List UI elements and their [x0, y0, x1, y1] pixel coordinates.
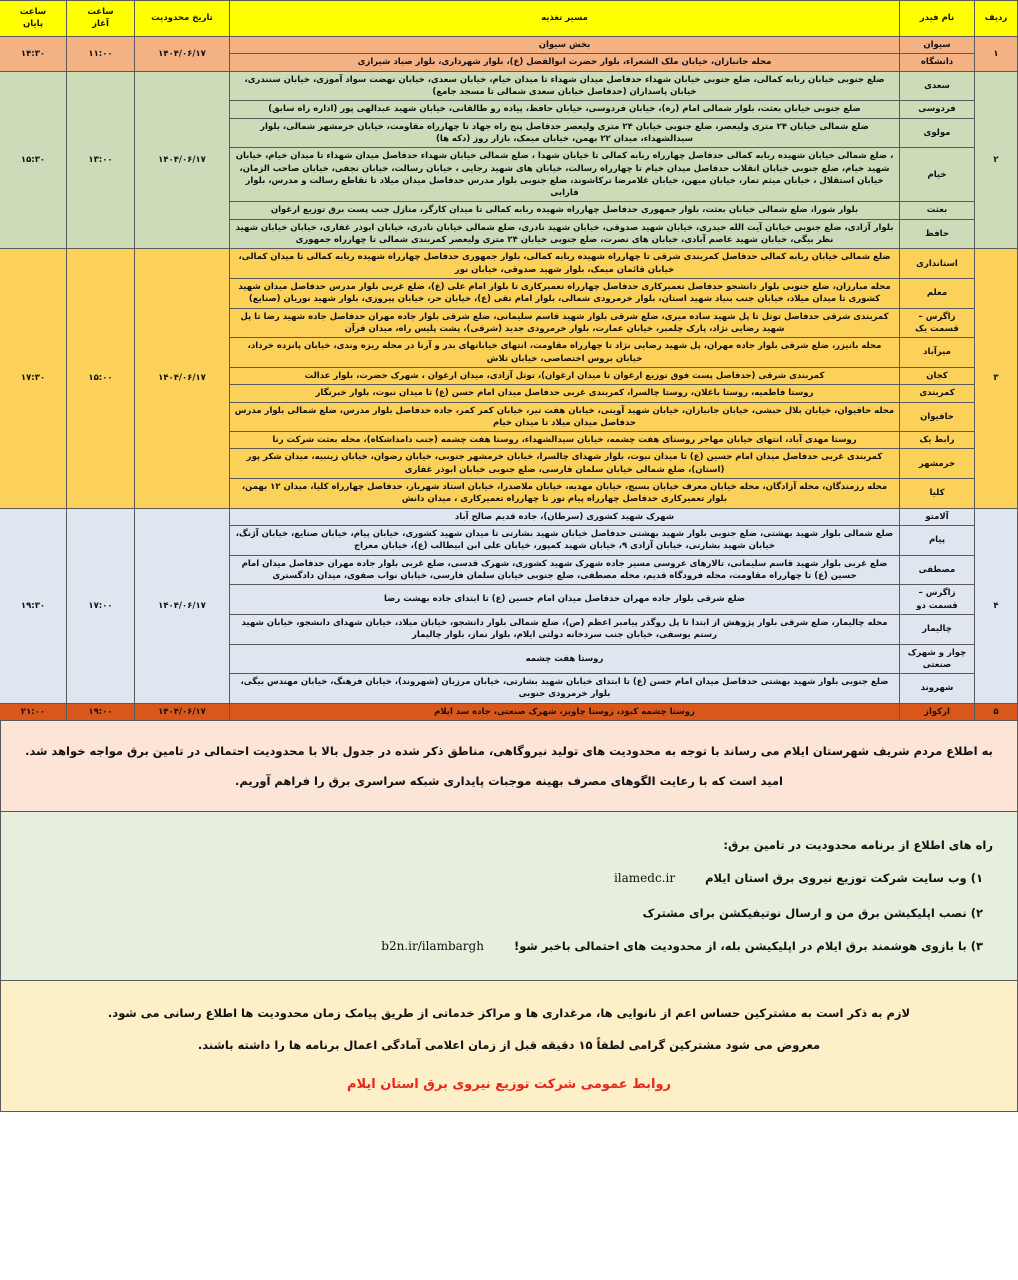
header-row [0, 1, 1018, 37]
column-header-route: مسیر تغذیه [230, 1, 900, 37]
start-time-cell: ۱۷:۰۰ [67, 508, 135, 703]
start-time-cell: ۱۱:۰۰ [67, 37, 135, 72]
info-channel-bale-bot [25, 934, 993, 959]
feeding-route-cell: روستا هفت چشمه [230, 644, 900, 674]
restriction-date-cell: ۱۴۰۴/۰۶/۱۷ [135, 703, 230, 720]
column-header-end-time [0, 1, 67, 37]
feeding-route-cell: محله بانیزر، ضلع شرقی بلوار جاده مهران، پل شهید رضایی نژاد تا چهارراه مقاومت، انتهای خیابانهای بدر و آرنا در محله ریزه وندی، خیابان پانزده خرداد، خیابان بروس اختصاصی، خیابان تلاش [230, 338, 900, 368]
feeding-route-cell: کمربندی شرقی (حدفاصل پست فوق توزیع ارغوان تا میدان ارغوان)، توتل آزادی، میدان ارغوان ، شهرک حضرت، بلوار عدالت [230, 367, 900, 384]
info-channel-app: ۲) نصب اپلیکیشن برق من و ارسال نوتیفیکشن برای مشترک [642, 905, 983, 920]
feeder-name-cell: بعثت [900, 202, 975, 219]
restriction-date-cell: ۱۴۰۴/۰۶/۱۷ [135, 71, 230, 249]
feeder-name-cell: کجان [900, 367, 975, 384]
public-relations-signature: روابط عمومی شرکت توزیع نیروی برق استان ایلام [346, 1077, 672, 1093]
feeding-route-cell: روستا فاطمیه، روستا باغلان، روستا چالسرا، کمربندی غربی حدفاصل میدان امام حسن (ع) تا میدان نبوت، بلوار خبرنگار [230, 385, 900, 402]
restriction-date-cell: ۱۴۰۴/۰۶/۱۷ [135, 249, 230, 508]
feeding-route-cell: محله جانبازان، خیابان ملک الشعراء، بلوار حضرت ابوالفضل (ع)، بلوار شهرداری، بلوار صیاد شیرازی [230, 54, 900, 71]
feeding-route-cell: کمربندی غربی حدفاصل میدان امام حسین (ع) تا میدان نبوت، بلوار شهدای چالسرا، خیابان خرمشهر جنوبی، خیابان رضوان، خیابان زینبیه، میدان شکر پور (استان)، ضلع شمالی خیابان سلمان فارسی، ضلع جنوبی خیابان ابوذر غفاری [230, 449, 900, 479]
table-row [0, 71, 1018, 101]
start-time-cell: ۱۳:۰۰ [67, 71, 135, 249]
feeder-name-cell: دانشگاه [900, 54, 975, 71]
end-time-cell: ۱۷:۳۰ [0, 249, 67, 508]
table-row [0, 37, 1018, 54]
row-number-cell: ۲ [975, 71, 1018, 249]
end-time-cell: ۱۴:۳۰ [0, 37, 67, 72]
end-time-cell: ۲۱:۰۰ [0, 703, 67, 720]
feeding-route-cell: ضلع شمالی خیابان ۲۴ متری ولیعصر، ضلع جنوبی خیابان ۲۴ متری ولیعصر حدفاصل پنج راه جهاد تا چهارراه مقاومت، خیابان خرمشهر شمالی، بلوار سیدالشهداء، میدان ۲۲ بهمن، خیابان میمک، بازار روز (دکه ها) [230, 118, 900, 148]
feeder-name-cell: ارکواز [900, 703, 975, 720]
feeding-route-cell: بلوار آزادی، ضلع جنوبی خیابان آیت الله حیدری، خیابان شهید صدوقی، خیابان شهید نادری، ضلع شمالی خیابان نادری، خیابان ابوذر غفاری، خیابان خیابان شهید نظر بیگی، خیابان شهید عاصم آبادی، خیابان های نصرت، ضلع جنوبی خیابان ۲۴ متری ولیعصر کمربندی شمالی تا چهارراه جمهوری [230, 219, 900, 249]
start-time-label-line2: آغاز [92, 18, 109, 29]
feeder-name-cell: معلم [900, 279, 975, 309]
feeding-route-cell: ضلع شمالی بلوار شهید بهشتی، ضلع جنوبی بلوار شهید بهشتی حدفاصل خیابان شهید بشارتی تا میدان شهید کشوری، خیابان پیام، خیابان صنایع، خیابان آژنگ، خیابان شهید بشارتی، خیابان آزادی ۹، خیابان شهید کمپور، خیابان علی ابن ابیطالب (ع)، خیابان معراج [230, 526, 900, 556]
feeding-route-cell: ضلع غربی بلوار شهید قاسم سلیمانی، تالارهای عروسی مسیر جاده شهرک شهید کشوری، شهرک قدسی، ضلع غربی بلوار جاده مهران حدفاصل میدان امام حسین (ع) تا چهارراه مقاومت، محله فرودگاه قدیم، محله مصطفی، ضلع جنوبی خیابان سلمان فارسی، خیابان نواب صفوی، میدان دادگستری [230, 555, 900, 585]
feeder-name-cell: حافیوان [900, 402, 975, 432]
feeding-route-cell: ضلع جنوبی خیابان ربابه کمالی، ضلع جنوبی خیابان شهداء حدفاصل میدان شهداء تا میدان خیام، خیابان سعدی، خیابان نهضت سواد آموزی، خیابان سنندری، خیابان پاسداران (حدفاصل خیابان سعدی شمالی تا مسجد جامع) [230, 71, 900, 101]
feeder-name-cell: حافظ [900, 219, 975, 249]
feeder-name-cell: کمربندی [900, 385, 975, 402]
notice-power-limitation [0, 721, 1018, 812]
feeder-name-cell: مولوی [900, 118, 975, 148]
feeder-name-cell: خیام [900, 148, 975, 202]
feeder-name-cell: خرمشهر [900, 449, 975, 479]
feeder-name-cell: استانداری [900, 249, 975, 279]
feeder-name-cell: رابط یک [900, 432, 975, 449]
feeding-route-cell: محله حافیوان، خیابان بلال حبشی، خیابان جانبازان، خیابان شهید آوینی، خیابان هفت تیر، خیابان کمر کمر، جاده حدفاصل بلوار مدرس، ضلع شمالی بلوار مدرس حدفاصل میدان میلاد تا میدان خیام [230, 402, 900, 432]
start-time-label-line1: ساعت [87, 7, 114, 18]
sensitive-notice-line-1: لازم به ذکر است به مشترکین حساس اعم از نانوایی ها، مرغداری ها و مراکز خدماتی از طریق پیامک زمان محدودیت ها اطلاع رسانی می شود. [107, 1006, 911, 1020]
info-channels-title: راه های اطلاع از برنامه محدودیت در تامین برق: [723, 838, 993, 853]
feeder-name-cell: چالیمار [900, 614, 975, 644]
info-channel-bale-label: ۳) با بازوی هوشمند برق ایلام در اپلیکیشن بله، از محدودیت های احتمالی باخبر شو! [513, 938, 983, 953]
start-time-cell: ۱۹:۰۰ [67, 703, 135, 720]
notice-line-1: به اطلاع مردم شریف شهرستان ایلام می رساند با توجه به محدودیت های تولید نیروگاهی، مناطق ذکر شده در جدول بالا با محدودیت احتمالی در تامین برق مواجه خواهد شد. [25, 744, 993, 759]
row-number-cell: ۱ [975, 37, 1018, 72]
table-header [0, 1, 1018, 37]
feeding-route-cell: محله رزمندگان، محله آزادگان، محله خیابان معرف خیابان بسیج، خیابان مهدیه، خیابان ملاصدرا، خیابان استاد شهریار، حدفاصل چهارراه کلیا، میدان ۱۲ بهمن، بلوار تعمیرکاری حدفاصل چهارراه پیام نور تا چهارراه تعمیرکاری ، میدان دانش [230, 479, 900, 509]
website-url[interactable]: ilamedc.ir [613, 871, 676, 886]
table-row [0, 249, 1018, 279]
notice-sensitive-subscribers [0, 981, 1018, 1112]
feeding-route-cell: شهرک شهید کشوری (سرطان)، جاده قدیم صالح آباد [230, 508, 900, 525]
row-number-cell: ۵ [975, 703, 1018, 720]
end-time-cell: ۱۹:۳۰ [0, 508, 67, 703]
table-body [0, 37, 1018, 721]
feeding-route-cell: ضلع شرقی بلوار جاده مهران حدفاصل میدان امام حسین (ع) تا ابتدای جاده بهشت رضا [230, 585, 900, 615]
column-header-date: تاریخ محدودیت [135, 1, 230, 37]
sensitive-notice-line-2: معروض می شود مشترکین گرامی لطفاً ۱۵ دقیقه قبل از زمان اعلامی آمادگی اعمال برنامه ها را داشته باشند. [197, 1038, 821, 1053]
table-row [0, 703, 1018, 720]
table-row [0, 508, 1018, 525]
end-time-cell: ۱۵:۳۰ [0, 71, 67, 249]
start-time-cell: ۱۵:۰۰ [67, 249, 135, 508]
feeding-route-cell: کمربندی شرقی حدفاصل توتل تا پل شهید ساده میری، ضلع شرقی بلوار شهید قاسم سلیمانی، ضلع شرقی بلوار جاده مهران حدفاصل جاده شهید رضا تا پل شهید رضایی نژاد، پارک چلمبر، خیابان عمارت، بلوار خرمرودی جدید (شرقی)، پشت پلیس راه، میدان قرآن [230, 308, 900, 338]
feeding-route-cell: روستا چشمه کبود، روستا چاویز، شهرک صنعتی، جاده سد ایلام [230, 703, 900, 720]
feeding-route-cell: روستا مهدی آباد، انتهای خیابان مهاجر روستای هفت چشمه، خیابان سیدالشهداء، روستا هفت چشمه (جنب دامداشکاه)، محله بعثت شرکت رنا [230, 432, 900, 449]
bale-bot-url[interactable]: b2n.ir/ilambargh [381, 938, 484, 953]
feeder-name-cell: فردوسی [900, 101, 975, 118]
column-header-radif: ردیف [975, 1, 1018, 37]
notice-info-channels [0, 812, 1018, 981]
feeding-route-cell: محله مبارزان، ضلع جنوبی بلوار دانشجو حدفاصل تعمیرکاری حدفاصل چهارراه تعمیرکاری تا بلوار امام علی (ع)، ضلع غربی بلوار مدرس حدفاصل میدان شهید کشوری تا میدان میلاد، خیابان جنب بنیاد شهید استان، بلوار خرمرودی شمالی، بلوار امام تقی (ع)، خیابان حر، خیابان پیروزی، بلوار شهید نوریان (صنایع) [230, 279, 900, 309]
end-time-label-line2: پایان [22, 18, 44, 29]
restriction-date-cell: ۱۴۰۴/۰۶/۱۷ [135, 37, 230, 72]
restriction-date-cell: ۱۴۰۴/۰۶/۱۷ [135, 508, 230, 703]
feeding-route-cell: محله چالیمار، ضلع شرقی بلوار پژوهش از ابتدا تا پل روگذر پیامبر اعظم (ص)، ضلع شمالی بلوار دانشجو، خیابان میلاد، خیابان شهدای دانشجو، خیابان شهید رستم یوسفی، خیابان جنب سردخانه دولتی ایلام، بلوار نماز، بلوار چالیمار [230, 614, 900, 644]
feeding-route-cell: ضلع جنوبی بلوار شهید بهشتی حدفاصل میدان امام حسن (ع) تا ابتدای خیابان شهید بشارتی، خیابان مرزبان (شهروند)، خیابان فرهنگ، خیابان مهندس بیگی، بلوار خرمرودی جنوبی [230, 674, 900, 704]
row-number-cell: ۳ [975, 249, 1018, 508]
feeder-name-cell: چوار و شهرک صنعتی [900, 644, 975, 674]
feeding-route-cell: بلوار شورا، ضلع شمالی خیابان بعثت، بلوار جمهوری حدفاصل چهارراه شهیده ربابه کمالی تا میدان کارگر، منازل جنب پست برق توزیع ارغوان [230, 202, 900, 219]
feeder-name-cell: شهروند [900, 674, 975, 704]
feeder-name-cell: آلامتو [900, 508, 975, 525]
feeder-name-cell: کلیا [900, 479, 975, 509]
feeder-name-cell: مصطفی [900, 555, 975, 585]
info-channel-website-label: ۱) وب سایت شرکت توزیع نیروی برق استان ایلام [705, 871, 983, 886]
feeder-name-cell: میرآباد [900, 338, 975, 368]
feeding-route-cell: ضلع جنوبی خیابان بعثت، بلوار شمالی امام (ره)، خیابان فردوسی، خیابان حافظ، پیاده رو طالقانی، خیابان شهید عبدالهی پور (اداره راه سابق) [230, 101, 900, 118]
end-time-label-line1: ساعت [19, 7, 47, 18]
column-header-feeder-name: نام فیدر [900, 1, 975, 37]
feeding-route-cell: ضلع شمالی خیابان ربابه کمالی حدفاصل کمربندی شرقی تا چهارراه شهیده ربابه کمالی، بلوار جمهوری حدفاصل چهارراه شهیده ربابه کمالی تا میدان کمالی، خیابان قائمان میمک، بلوار شهید صدوقی، خیابان نور [230, 249, 900, 279]
feeder-name-cell: سعدی [900, 71, 975, 101]
column-header-start-time [67, 1, 135, 37]
feeder-name-cell: زاگرس – قسمت یک [900, 308, 975, 338]
feeder-name-cell: زاگرس – قسمت دو [900, 585, 975, 615]
info-channel-website [25, 866, 993, 891]
row-number-cell: ۴ [975, 508, 1018, 703]
feeder-name-cell: پیام [900, 526, 975, 556]
feeding-route-cell: بخش سیوان [230, 37, 900, 54]
feeder-name-cell: سیوان [900, 37, 975, 54]
feeding-route-cell: ، ضلع شمالی خیابان شهیده ربابه کمالی حدفاصل چهارراه ربابه کمالی تا خیابان شهدا ، ضلع شمالی خیابان شهداء حدفاصل میدان شهداء تا میدان خیام، خیابان شهید خیام، ضلع جنوبی خیابان انقلاب حدفاصل میدان خیام تا چهارراه رسالت، خیابان های شهید رجایی ، خیابان رسالت، خیابان نجفی، خیابان صاحب الزمان، خیابان استقلال ، خیابان میثم تمار، خیابان میهن، خیابان غلامرضا ترکاشوند، ضلع جنوبی بلوار مدرس حدفاصل میدان میلاد تا تقاطع رسالت و مدرس، بلوار فارابی [230, 148, 900, 202]
notice-line-2: امید است که با رعایت الگوهای مصرف بهینه موجبات پایداری شبکه سراسری برق را فراهم آوریم. [235, 774, 783, 789]
